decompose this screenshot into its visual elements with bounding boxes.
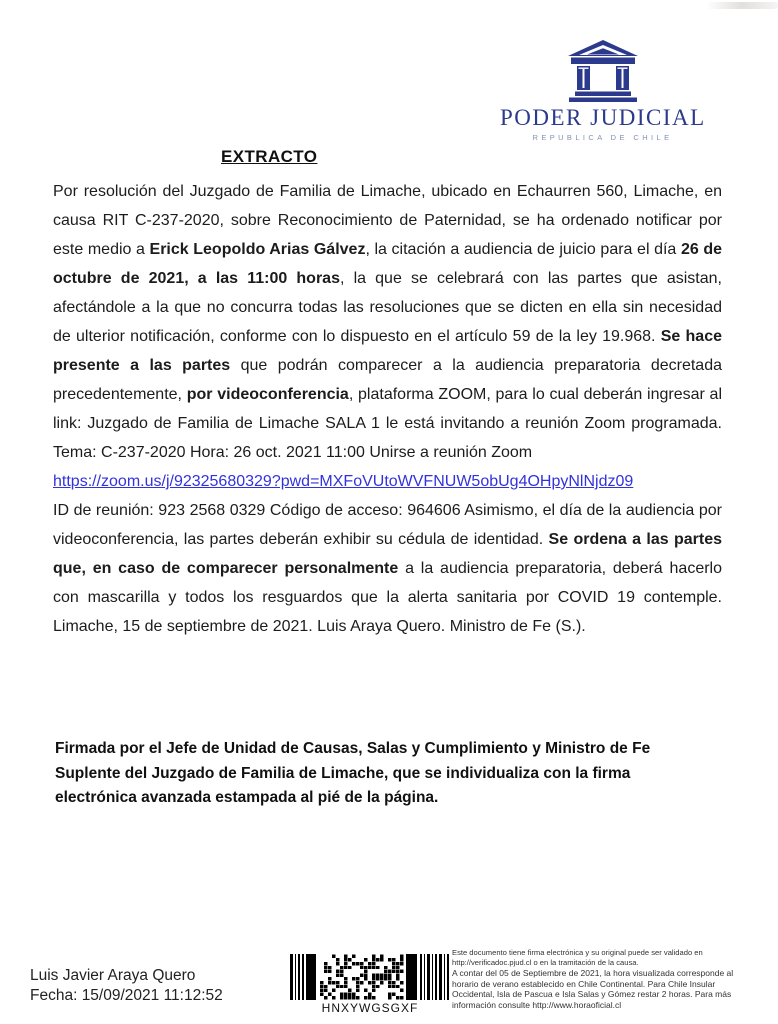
logo-subtitle: REPUBLICA DE CHILE bbox=[532, 133, 673, 142]
body-segment: Por resolución del Juzgado de Familia de Limache, ubicado en Echaurren 560, Limache, en causa RIT C-237-2020, sobre Reconocimiento de Paternidad, se ha ordenado notificar por este medio a bbox=[53, 183, 722, 258]
body-segment: que podrán comparecer a la audiencia preparatoria decretada precedentemente, bbox=[53, 357, 722, 403]
signer-name: Luis Javier Araya Quero bbox=[30, 967, 196, 984]
body-segment: , la que se celebrará con las partes que asistan, afectándole a la que no concurra todas las resoluciones que se dicten en ella sin necesidad de ulterior notificación, conforme con lo dispuesto en el artículo 59 de la ley 19.968. bbox=[53, 270, 722, 345]
body-segment-bold: Se hace presente a las partes bbox=[53, 328, 723, 374]
legal-line: A contar del 05 de Septiembre de 2021, la hora visualizada corresponde al bbox=[452, 967, 734, 978]
poder-judicial-logo bbox=[500, 40, 705, 142]
body-segment: , la citación a audiencia de juicio para el día bbox=[365, 241, 681, 258]
hearing-datetime: 26 de octubre de 2021, a las 11:00 horas bbox=[53, 241, 723, 287]
body-segment: a la audiencia preparatoria, deberá hacerlo con mascarilla y todos los resguardos que la alerta sanitaria por COVID 19 contemple. Limache, 15 de septiembre de 2021. Luis Araya Quero. Ministro de Fe (S.). bbox=[53, 560, 722, 635]
signer-block bbox=[30, 966, 223, 1005]
zoom-meeting-link[interactable]: https://zoom.us/j/92325680329?pwd=MXFoVUtoWVFNUW5obUg4OHpyNlNjdz09 bbox=[53, 473, 634, 490]
courthouse-temple-icon bbox=[565, 40, 641, 102]
legal-line: http://verificadoc.pjud.cl o en la tramitación de la causa. bbox=[452, 957, 639, 967]
legal-line: Este documento tiene firma electrónica y su original puede ser validado en bbox=[452, 948, 703, 957]
body-segment-bold: por videoconferencia bbox=[186, 386, 349, 403]
legal-notice bbox=[452, 948, 778, 1011]
legal-line: Occidental, Isla de Pascua e Isla Salas y Gómez restar 2 horas. Para más bbox=[452, 989, 732, 1000]
legal-line: información consulte http://www.horaoficial.cl bbox=[452, 999, 622, 1010]
legal-line: horario de verano establecido en Chile Continental. Para Chile Insular bbox=[452, 978, 716, 989]
body-segment: ID de reunión: 923 2568 0329 Código de acceso: 964606 Asimismo, el día de la audiencia por videoconferencia, las partes deberán exhibir su cédula de identidad. bbox=[53, 502, 722, 548]
respondent-name: Erick Leopoldo Arias Gálvez bbox=[149, 241, 366, 258]
barcode-code: HNXYWGSGXF bbox=[321, 1001, 419, 1015]
logo-wordmark: PODER JUDICIAL bbox=[500, 105, 706, 130]
barcode-block bbox=[290, 954, 450, 1015]
scan-artifact bbox=[706, 2, 778, 9]
body-segment-bold: Se ordena a las partes que, en caso de comparecer personalmente bbox=[53, 531, 723, 577]
signature-note: Firmada por el Jefe de Unidad de Causas, Salas y Cumplimiento y Ministro de Fe Suplente del Juzgado de Familia de Limache, que se individualiza con la firma electrónica avanzada estampada al pié de la página. bbox=[55, 740, 651, 806]
body-paragraph bbox=[53, 177, 722, 641]
document-title: EXTRACTO bbox=[221, 147, 318, 166]
body-segment: , plataforma ZOOM, para lo cual deberán ingresar al link: Juzgado de Familia de Limache SALA 1 le está invitando a reunión Zoom programada. Tema: C-237-2020 Hora: 26 oct. 2021 11:00 Unirse a reunión Zoom bbox=[53, 386, 723, 461]
signature-date: Fecha: 15/09/2021 11:12:52 bbox=[30, 986, 223, 1004]
signature-barcode bbox=[290, 954, 450, 1000]
